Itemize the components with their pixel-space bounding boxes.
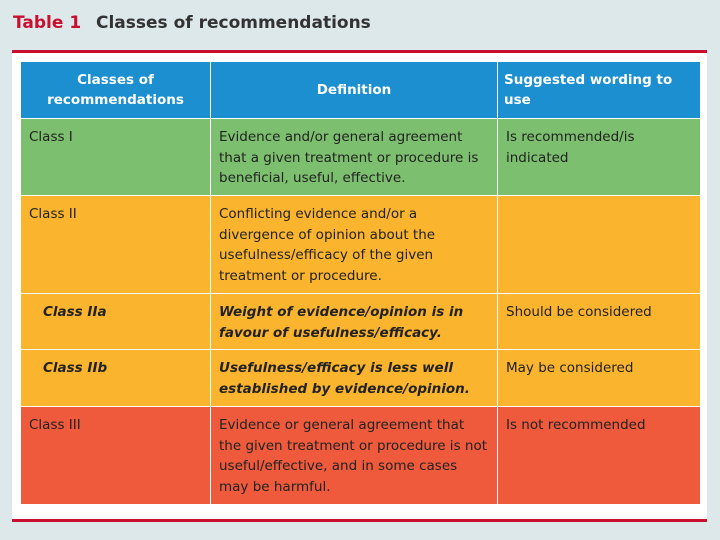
table-row-class-iii: [21, 407, 701, 505]
definition-cell: Evidence or general agreement that the given treatment or procedure is not useful/effective, and in some cases may be harmful.: [211, 407, 498, 505]
table-title: Classes of recommendations: [96, 13, 371, 33]
table-row-class-i: [21, 119, 701, 196]
bottom-divider: [12, 519, 707, 522]
column-header-class: Classes of recommendations: [21, 62, 211, 119]
wording-cell: May be considered: [498, 350, 701, 407]
definition-cell: Evidence and/or general agreement that a given treatment or procedure is beneficial, useful, effective.: [211, 119, 498, 196]
recommendations-table: [20, 61, 701, 505]
class-cell: Class I: [21, 119, 211, 196]
wording-cell: Should be considered: [498, 294, 701, 350]
wording-cell: [498, 196, 701, 294]
table-row-class-ii: [21, 196, 701, 294]
table-header-row: [21, 62, 701, 119]
table-row-class-iia: [21, 294, 701, 350]
definition-cell: Usefulness/efficacy is less well established by evidence/opinion.: [211, 350, 498, 407]
wording-cell: Is recommended/is indicated: [498, 119, 701, 196]
column-header-definition: Definition: [211, 62, 498, 119]
table-row-class-iib: [21, 350, 701, 407]
class-cell: Class IIb: [21, 350, 211, 407]
definition-cell: Weight of evidence/opinion is in favour of usefulness/efficacy.: [211, 294, 498, 350]
table-label: Table 1: [13, 13, 82, 33]
class-cell: Class II: [21, 196, 211, 294]
wording-cell: Is not recommended: [498, 407, 701, 505]
class-cell: Class III: [21, 407, 211, 505]
definition-cell: Conflicting evidence and/or a divergence of opinion about the usefulness/efficacy of the given treatment or procedure.: [211, 196, 498, 294]
column-header-wording: Suggested wording to use: [498, 62, 701, 119]
title-bar: [0, 0, 720, 50]
class-cell: Class IIa: [21, 294, 211, 350]
